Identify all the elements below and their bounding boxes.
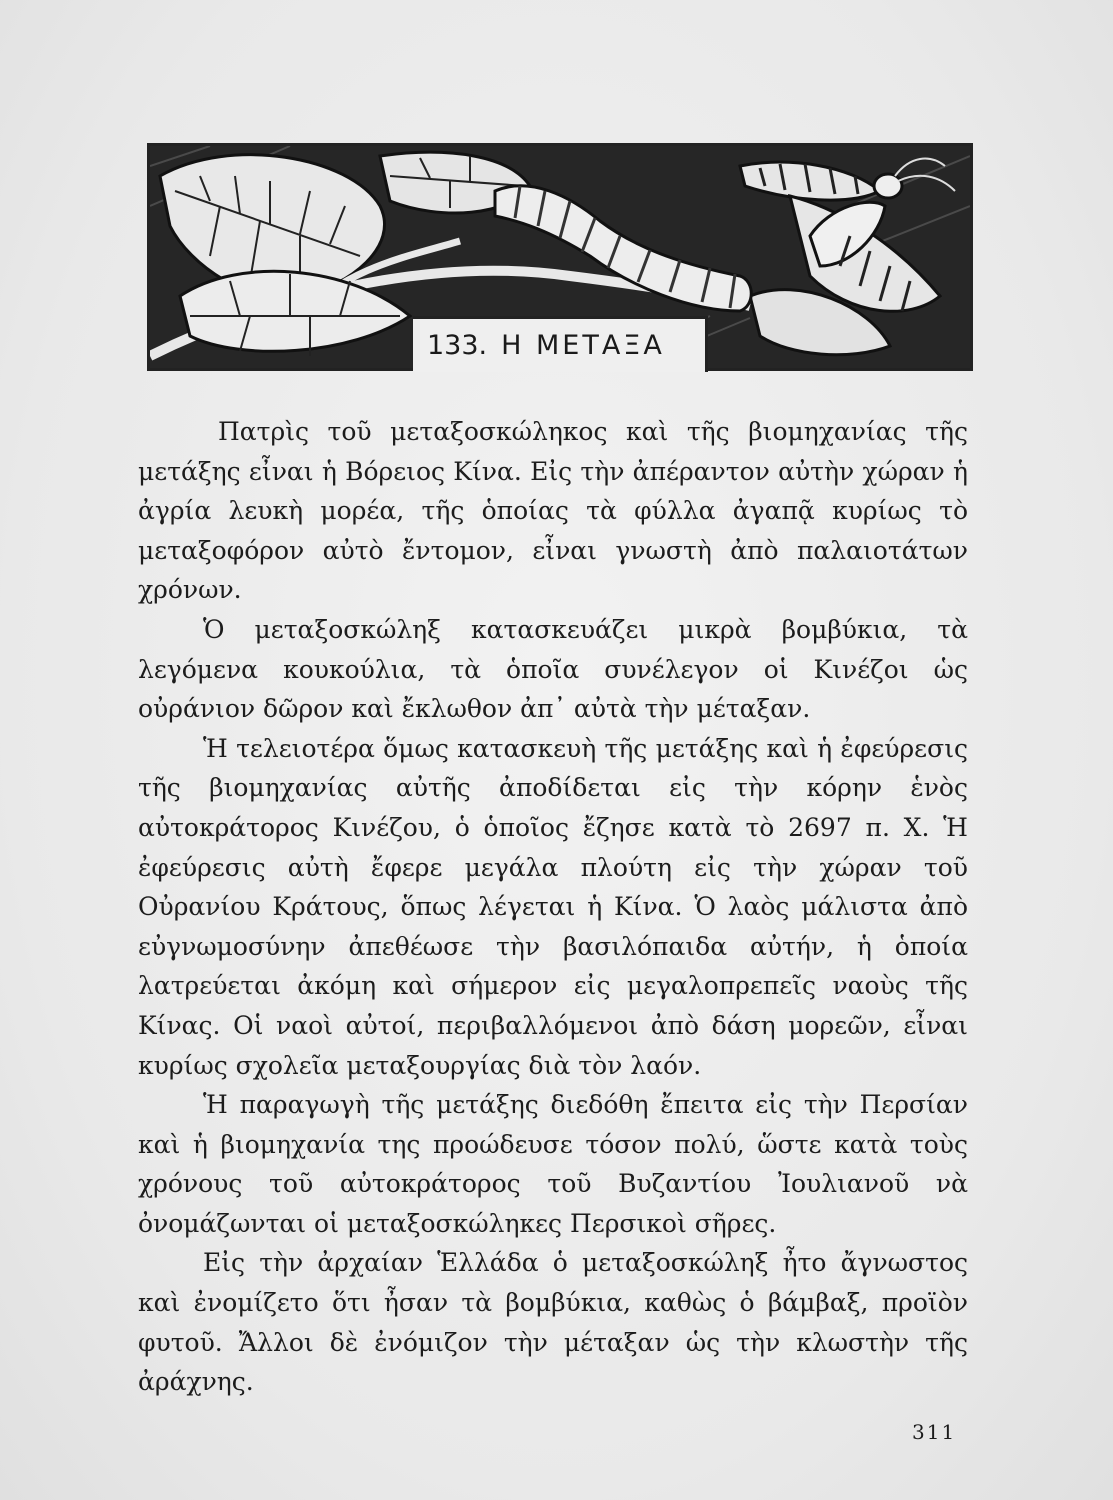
chapter-heading: Η ΜΕΤΑΞΑ (501, 330, 665, 361)
page-number: 311 (912, 1420, 957, 1444)
body-text (138, 412, 968, 1402)
chapter-number: 133. (427, 330, 488, 361)
paragraph: Ἡ παραγωγὴ τῆς μετάξης διεδόθη ἔπειτα εἰς τὴν Περσίαν καὶ ἡ βιομηχανία της προώδευσε τόσον πολύ, ὥστε κατὰ τοὺς χρόνους τοῦ αὐτοκράτορος τοῦ Βυζαντίου Ἰουλιανοῦ νὰ ὀνομάζωνται οἱ μεταξοσκώληκες Περσικοὶ σῆρες. (138, 1090, 968, 1238)
paragraph: Ὁ μεταξοσκώληξ κατασκευάζει μικρὰ βομβύκια, τὰ λεγόμενα κουκούλια, τὰ ὁποῖα συνέλεγον οἱ Κινέζοι ὡς οὐράνιον δῶρον καὶ ἔκλωθον ἀπ᾿ αὐτὰ τὴν μέταξαν. (138, 614, 968, 724)
paragraph: Ἡ τελειοτέρα ὅμως κατασκευὴ τῆς μετάξης καὶ ἡ ἐφεύρεσις τῆς βιομηχανίας αὐτῆς ἀποδίδεται εἰς τὴν κόρην ἑνὸς αὐτοκράτορος Κινέζου, ὁ ὁποῖος ἔζησε κατὰ τὸ 2697 π. Χ. Ἡ ἐφεύρεσις αὐτὴ ἔφερε μεγάλα πλούτη εἰς τὴν χώραν τοῦ Οὐρανίου Κράτους, ὅπως λέγεται ἡ Κίνα. Ὁ λαὸς μάλιστα ἀπὸ εὐγνωμοσύνην ἀπεθέωσε τὴν βασιλόπαιδα αὐτήν, ἡ ὁποία λατρεύεται ἀκόμη καὶ σήμερον εἰς μεγαλοπρεπεῖς ναοὺς τῆς Κίνας. Οἱ ναοὶ αὐτοί, περιβαλλόμενοι ἀπὸ δάση μορεῶν, εἶναι κυρίως σχολεῖα μεταξουργίας διὰ τὸν λαόν. (138, 733, 968, 1080)
paragraph: Πατρὶς τοῦ μεταξοσκώληκος καὶ τῆς βιομηχανίας τῆς μετάξης εἶναι ἡ Βόρειος Κίνα. Εἰς τὴν ἀπέραντον αὐτὴν χώραν ἡ ἀγρία λευκὴ μορέα, τῆς ὁποίας τὰ φύλλα ἀγαπᾷ κυρίως τὸ μεταξοφόρον αὐτὸ ἔντομον, εἶναι γνωστὴ ἀπὸ παλαιοτάτων χρόνων. (138, 417, 968, 605)
paragraph: Εἰς τὴν ἀρχαίαν Ἑλλάδα ὁ μεταξοσκώληξ ἦτο ἄγνωστος καὶ ἐνομίζετο ὅτι ἦσαν τὰ βομβύκια, καθὼς ὁ βάμβαξ, προϊὸν φυτοῦ. Ἄλλοι δὲ ἐνόμιζον τὴν μέταξαν ὡς τὴν κλωστὴν τῆς ἀράχνης. (138, 1248, 968, 1397)
chapter-title (413, 316, 708, 372)
